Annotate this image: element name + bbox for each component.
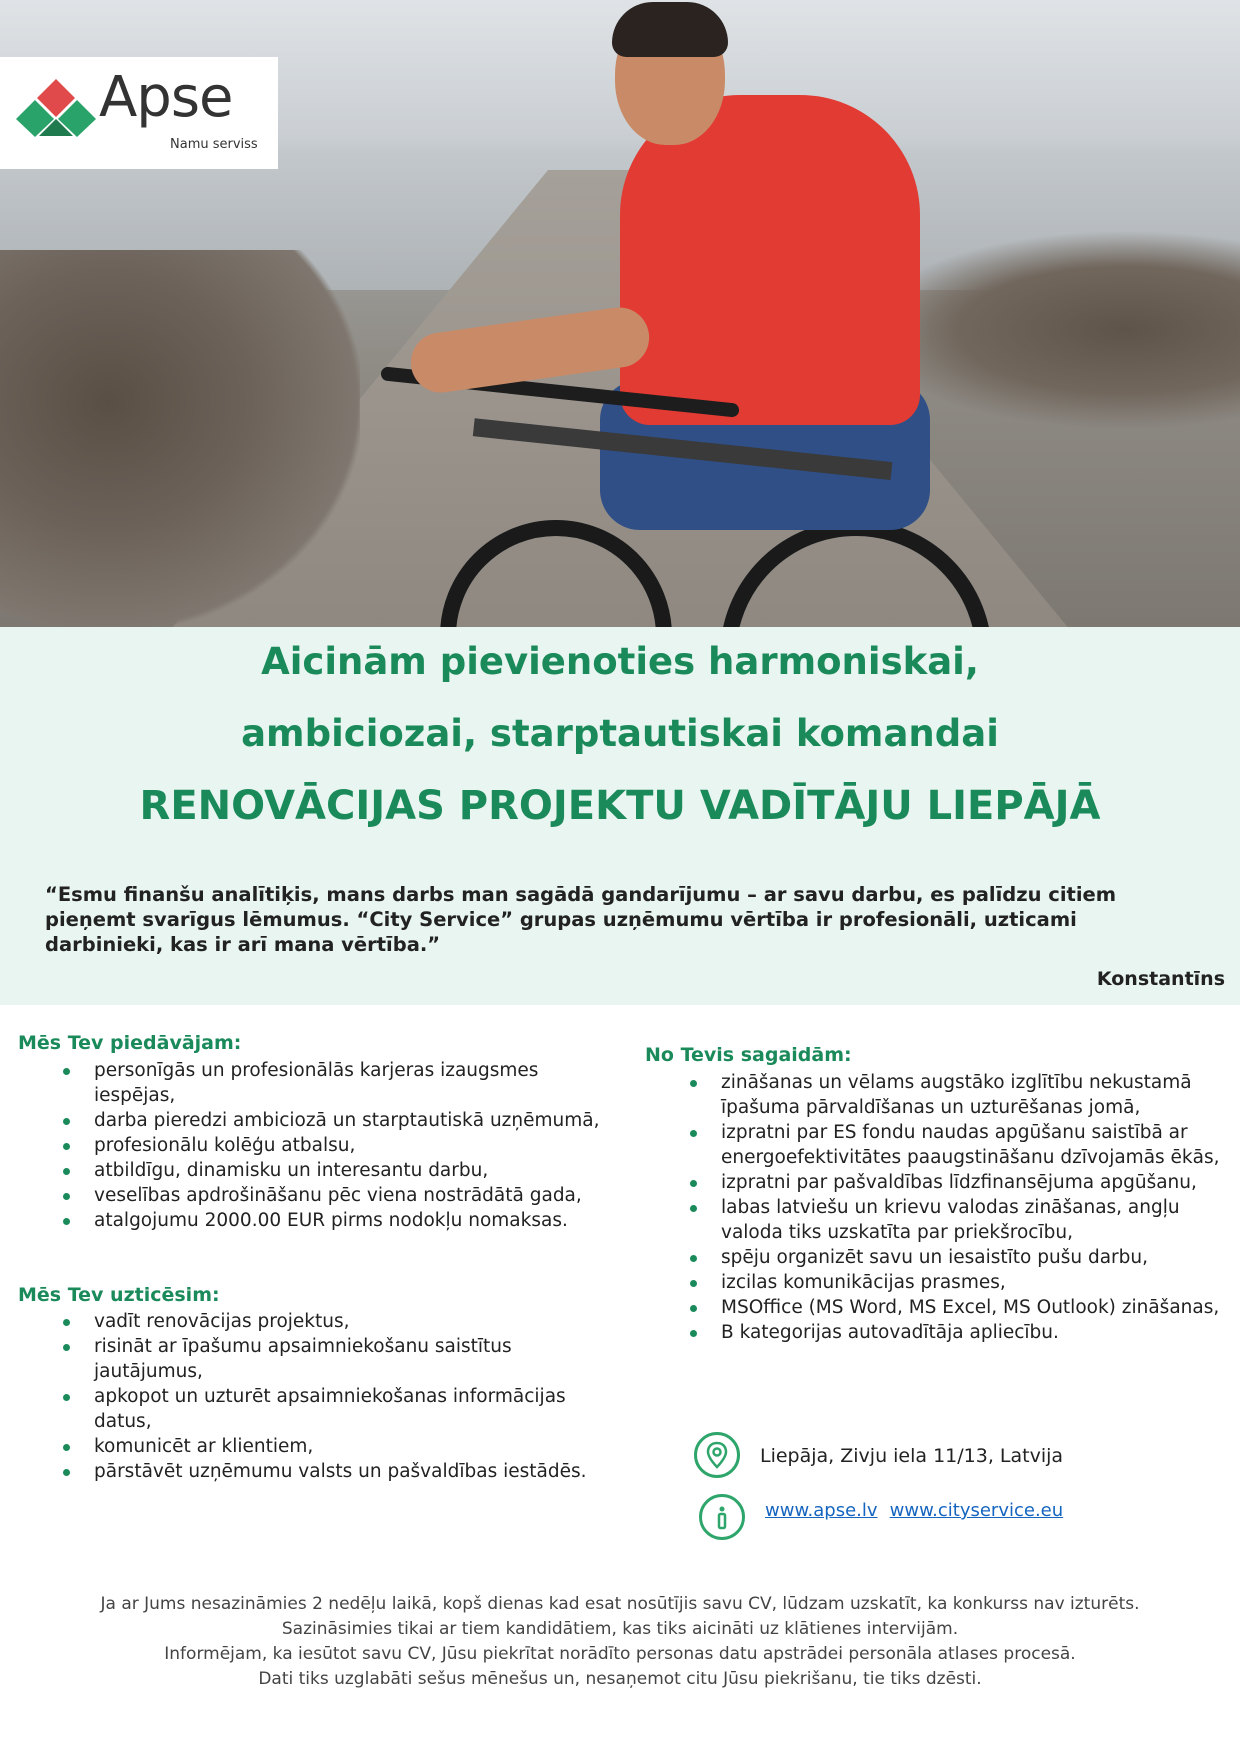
logo — [0, 57, 278, 169]
list-item: MSOffice (MS Word, MS Excel, MS Outlook) zināšanas, — [645, 1295, 1225, 1320]
footer-line: Sazināsimies tikai ar tiem kandidātiem, kas tiks aicināti uz klātienes intervijām. — [281, 1619, 959, 1639]
job-title: RENOVĀCIJAS PROJEKTU VADĪTĀJU LIEPĀJĀ — [139, 783, 1101, 829]
trust-title: Mēs Tev uzticēsim: — [18, 1284, 220, 1306]
list-item: spēju organizēt savu un iesaistīto pušu darbu, — [645, 1245, 1225, 1270]
list-item: veselības apdrošināšanu pēc viena nostrādātā gada, — [18, 1183, 608, 1208]
list-item: izcilas komunikācijas prasmes, — [645, 1270, 1225, 1295]
list-item: risināt ar īpašumu apsaimniekošanu saistītus jautājumus, — [18, 1334, 588, 1384]
list-item: labas latviešu un krievu valodas zināšanas, angļu valoda tiks uzskatīta par priekšrocību, — [645, 1195, 1225, 1245]
info-icon — [699, 1494, 745, 1540]
headline-line-1: Aicinām pievienoties harmoniskai, — [261, 640, 979, 683]
list-item: pārstāvēt uzņēmumu valsts un pašvaldības iestādēs. — [18, 1459, 588, 1484]
website-links — [765, 1499, 1063, 1521]
quote-author: Konstantīns — [1096, 968, 1225, 990]
cityservice-link[interactable]: www.cityservice.eu — [889, 1500, 1064, 1521]
list-item: profesionālu kolēģu atbalsu, — [18, 1133, 608, 1158]
list-item: komunicēt ar klientiem, — [18, 1434, 588, 1459]
person-hair — [612, 2, 728, 57]
list-item: B kategorijas autovadītāja apliecību. — [645, 1320, 1225, 1345]
address-text: Liepāja, Zivju iela 11/13, Latvija — [760, 1445, 1064, 1467]
footer-disclaimer — [0, 1592, 1240, 1692]
rocks-left — [0, 250, 360, 627]
list-item: izpratni par ES fondu naudas apgūšanu saistībā ar energoefektivitātes paaugstināšanu dzīvojamās ēkās, — [645, 1120, 1225, 1170]
expect-title: No Tevis sagaidām: — [645, 1044, 852, 1066]
list-item: personīgās un profesionālās karjeras izaugsmes iespējas, — [18, 1058, 608, 1108]
expect-list — [645, 1070, 1225, 1345]
logo-wordmark: Apse — [99, 65, 233, 130]
footer-line: Dati tiks uzglabāti sešus mēnešus un, nesaņemot citu Jūsu piekrišanu, tie tiks dzēsti. — [258, 1669, 982, 1689]
list-item: izpratni par pašvaldības līdzfinansējuma apgūšanu, — [645, 1170, 1225, 1195]
list-item: atbildīgu, dinamisku un interesantu darbu, — [18, 1158, 608, 1183]
list-item: vadīt renovācijas projektus, — [18, 1309, 588, 1334]
apse-link[interactable]: www.apse.lv — [765, 1500, 878, 1521]
offer-title: Mēs Tev piedāvājam: — [18, 1032, 242, 1054]
footer-line: Ja ar Jums nesazināmies 2 nedēļu laikā, kopš dienas kad esat nosūtījis savu CV, lūdzam uzskatīt, ka konkurss nav izturēts. — [100, 1594, 1140, 1614]
footer-line: Informējam, ka iesūtot savu CV, Jūsu piekrītat norādīto personas datu apstrādei personāla atlases procesā. — [164, 1644, 1076, 1664]
list-item: darba pieredzi ambiciozā un starptautiskā uzņēmumā, — [18, 1108, 608, 1133]
headline-line-2: ambiciozai, starptautiskai komandai — [241, 712, 999, 755]
logo-subtitle: Namu serviss — [170, 137, 258, 152]
offer-list — [18, 1058, 608, 1233]
employee-quote: “Esmu finanšu analītiķis, mans darbs man sagādā gandarījumu – ar savu darbu, es palīdzu citiem pieņemt svarīgus lēmumus. “City Service” grupas uzņēmumu vērtība ir profesionāli, uzticami darbinieki, kas ir arī mana vērtība.” — [45, 883, 1117, 956]
apse-logo-icon — [15, 79, 97, 137]
list-item: atalgojumu 2000.00 EUR pirms nodokļu nomaksas. — [18, 1208, 608, 1233]
location-pin-icon — [694, 1432, 740, 1478]
trust-list — [18, 1309, 588, 1484]
list-item: apkopot un uzturēt apsaimniekošanas informācijas datus, — [18, 1384, 588, 1434]
list-item: zināšanas un vēlams augstāko izglītību nekustamā īpašuma pārvaldīšanas un uzturēšanas jomā, — [645, 1070, 1225, 1120]
